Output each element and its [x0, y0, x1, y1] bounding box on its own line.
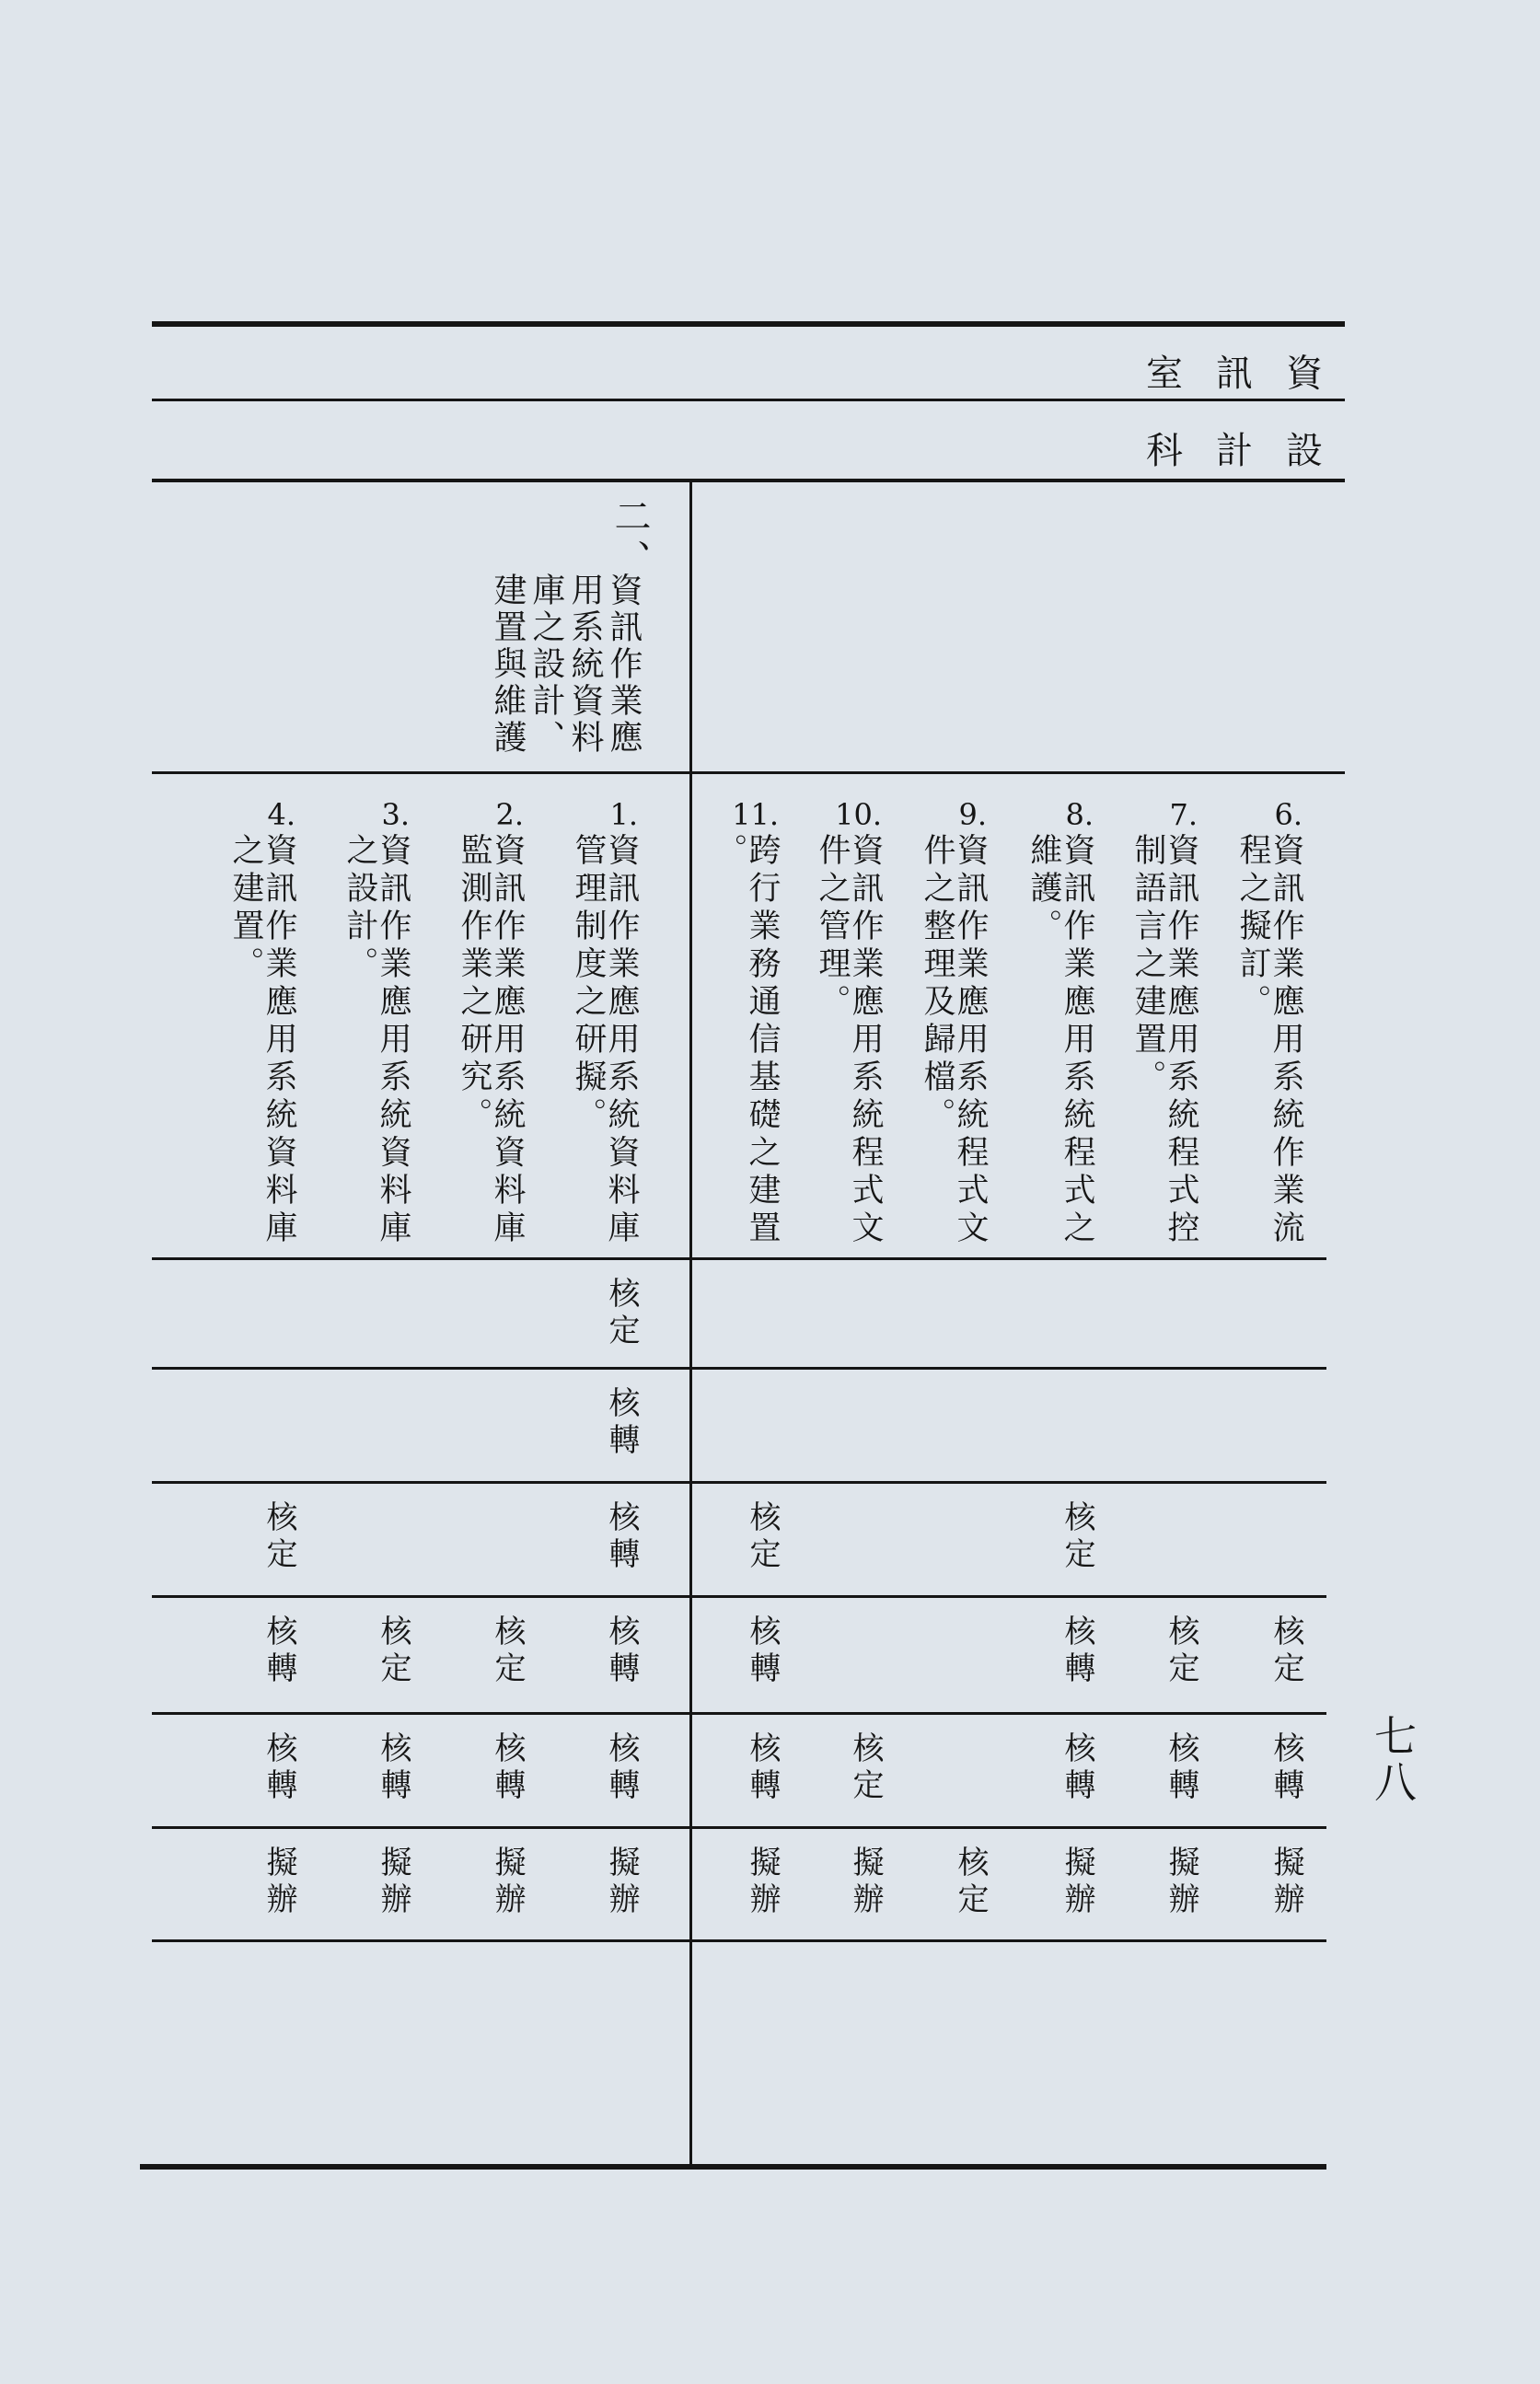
- approval-cell: 擬辦: [847, 1846, 884, 1919]
- bottom-rule: [140, 2164, 1326, 2170]
- section-number: 二、: [608, 497, 651, 582]
- column-divider: [689, 480, 692, 2166]
- approval-cell: 核定: [952, 1846, 989, 1919]
- item-number: 9.: [958, 797, 987, 832]
- item-description: 跨行業務通信基礎之建置。: [711, 833, 781, 1248]
- item-number: 11.: [732, 797, 779, 832]
- item-description: 資訊作業應用系統程式之維護。: [1025, 833, 1095, 1248]
- rule: [152, 1257, 1326, 1260]
- approval-cell: 核定: [489, 1614, 526, 1688]
- approval-cell: 核定: [603, 1277, 640, 1350]
- item-number: 7.: [1169, 797, 1198, 832]
- approval-cell: 核轉: [1268, 1731, 1304, 1805]
- rule: [152, 771, 1345, 774]
- approval-cell: 核轉: [603, 1500, 640, 1574]
- item-description: 資訊作業應用系統資料庫之建置。: [227, 833, 297, 1248]
- approval-cell: 擬辦: [261, 1846, 297, 1919]
- item-number: 6.: [1274, 797, 1303, 832]
- approval-cell: 核轉: [375, 1731, 411, 1805]
- approval-cell: 核定: [847, 1731, 884, 1805]
- item-number: 1.: [609, 797, 638, 832]
- approval-cell: 核轉: [603, 1386, 640, 1460]
- approval-cell: 擬辦: [1163, 1846, 1199, 1919]
- approval-cell: 擬辦: [489, 1846, 526, 1919]
- rule: [152, 399, 1345, 401]
- item-number: 8.: [1065, 797, 1094, 832]
- rule: [152, 1826, 1326, 1829]
- rule: [152, 1367, 1326, 1370]
- approval-cell: 核轉: [1059, 1614, 1095, 1688]
- item-description: 資訊作業應用系統程式文件之管理。: [814, 833, 884, 1248]
- section-header: 設計科: [1146, 430, 1356, 472]
- approval-cell: 核定: [1268, 1614, 1304, 1688]
- approval-cell: 擬辦: [603, 1846, 640, 1919]
- rule: [152, 1595, 1326, 1598]
- approval-cell: 核轉: [261, 1731, 297, 1805]
- approval-cell: 核轉: [744, 1731, 781, 1805]
- approval-cell: 擬辦: [375, 1846, 411, 1919]
- approval-cell: 擬辦: [744, 1846, 781, 1919]
- office-header: 資訊室: [1146, 353, 1356, 395]
- item-number: 4.: [267, 797, 295, 832]
- item-description: 資訊作業應用系統資料庫之設計。: [342, 833, 411, 1248]
- rule: [152, 1481, 1326, 1484]
- approval-cell: 核轉: [1059, 1731, 1095, 1805]
- approval-cell: 核定: [261, 1500, 297, 1574]
- item-number: 10.: [835, 797, 882, 832]
- approval-cell: 核轉: [744, 1614, 781, 1688]
- rule: [152, 1939, 1326, 1942]
- item-number: 2.: [495, 797, 524, 832]
- item-description: 資訊作業應用系統程式文件之整理及歸檔。: [919, 833, 989, 1248]
- item-description: 資訊作業應用系統作業流程之擬訂。: [1234, 833, 1304, 1248]
- rule: [152, 479, 1345, 482]
- item-description: 資訊作業應用系統程式控制語言之建置。: [1129, 833, 1199, 1248]
- approval-cell: 核定: [1163, 1614, 1199, 1688]
- approval-cell: 核轉: [603, 1731, 640, 1805]
- approval-cell: 核轉: [261, 1614, 297, 1688]
- rule: [152, 1712, 1326, 1715]
- approval-cell: 擬辦: [1059, 1846, 1095, 1919]
- approval-cell: 核轉: [603, 1614, 640, 1688]
- top-rule: [152, 321, 1345, 327]
- item-description: 資訊作業應用系統資料庫管理制度之研擬。: [570, 833, 640, 1248]
- approval-cell: 核轉: [1163, 1731, 1199, 1805]
- page-number: 七八: [1368, 1714, 1418, 1806]
- approval-cell: 核定: [744, 1500, 781, 1574]
- approval-cell: 核轉: [489, 1731, 526, 1805]
- approval-cell: 核定: [1059, 1500, 1095, 1574]
- approval-cell: 擬辦: [1268, 1846, 1304, 1919]
- section-title: 資訊作業應用系統資料庫之設計、建置與維護: [489, 573, 643, 757]
- approval-cell: 核定: [375, 1614, 411, 1688]
- item-description: 資訊作業應用系統資料庫監測作業之研究。: [456, 833, 526, 1248]
- item-number: 3.: [381, 797, 410, 832]
